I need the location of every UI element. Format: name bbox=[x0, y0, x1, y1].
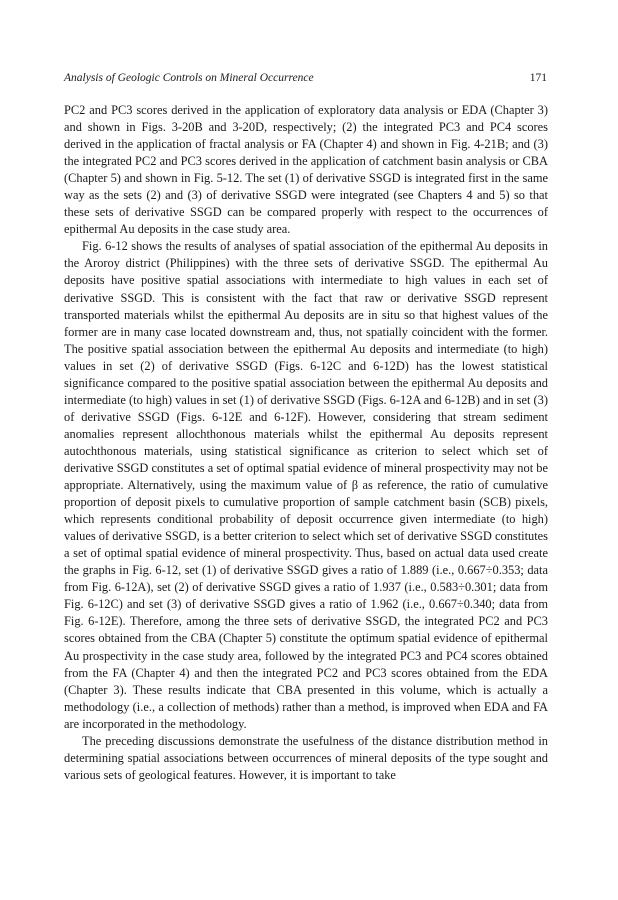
paragraph-fig-6-12-results: Fig. 6-12 shows the results of analyses of spatial association of the epithermal Au deposits in the Aroroy district (Philippines) with the three sets of derivative SSGD. The epithermal Au deposits have positive spatial associations with intermediate to high values in each set of derivative SSGD. This is consistent with the fact that raw or derivative SSGD represent transported materials whilst the epithermal Au deposits are in situ so that highest values of the former are in many case located downstream and, thus, not spatially coincident with the former. The positive spatial association between the epithermal Au deposits and intermediate (to high) values in set (2) of derivative SSGD (Figs. 6-12C and 6-12D) has the lowest statistical significance compared to the positive spatial association between the epithermal Au deposits and intermediate (to high) values in set (1) of derivative SSGD (Figs. 6-12A and 6-12B) and in set (3) of derivative SSGD (Figs. 6-12E and 6-12F). However, considering that stream sediment anomalies represent allochthonous materials whilst the epithermal Au deposits represent autochthonous materials, using statistical significance as criterion to select which set of derivative SSGD constitutes a set of optimal spatial evidence of mineral prospectivity may not be appropriate. Alternatively, using the maximum value of β as reference, the ratio of cumulative proportion of deposit pixels to cumulative proportion of sample catchment basin (SCB) pixels, which represents conditional probability of deposit occurrence given intermediate (to high) values of derivative SSGD, is a better criterion to select which set of derivative SSGD constitutes a set of optimal spatial evidence of mineral prospectivity. Thus, based on actual data used create the graphs in Fig. 6-12, set (1) of derivative SSGD gives a ratio of 1.889 (i.e., 0.667÷0.353; data from Fig. 6-12A), set (2) of derivative SSGD gives a ratio of 1.937 (i.e., 0.583÷0.301; data from Fig. 6-12C) and set (3) of derivative SSGD gives a ratio of 1.962 (i.e., 0.667÷0.340; data from Fig. 6-12E). Therefore, among the three sets of derivative SSGD, the integrated PC2 and PC3 scores obtained from the CBA (Chapter 5) constitute the optimum spatial evidence of epithermal Au prospectivity in the case study area, followed by the integrated PC3 and PC4 scores obtained from the FA (Chapter 4) and then the integrated PC2 and PC3 scores obtained from the EDA (Chapter 3). These results indicate that CBA presented in this volume, which is actually a methodology (i.e., a collection of methods) rather than a method, is improved when EDA and FA are incorporated in the methodology. bbox=[64, 239, 548, 731]
page-number: 171 bbox=[529, 72, 547, 84]
running-head bbox=[64, 70, 547, 86]
paragraph-preceding-discussions: The preceding discussions demonstrate the usefulness of the distance distribution method in determining spatial associations between occurrences of mineral deposits of the type sought and various sets of geological features. However, it is important to take bbox=[64, 733, 548, 782]
body-text bbox=[64, 102, 548, 784]
running-title: Analysis of Geologic Controls on Mineral Occurrence bbox=[64, 72, 314, 84]
paragraph-continued: PC2 and PC3 scores derived in the application of exploratory data analysis or EDA (Chapter 3) and shown in Figs. 3-20B and 3-20D, respectively; (2) the integrated PC3 and PC4 scores derived in the application of fractal analysis or FA (Chapter 4) and shown in Fig. 4-21B; and (3) the integrated PC2 and PC3 scores derived in the application of catchment basin analysis or CBA (Chapter 5) and shown in Fig. 5-12. The set (1) of derivative SSGD is integrated first in the same way as the sets (2) and (3) of derivative SSGD were integrated (see Chapters 4 and 5) so that these sets of derivative SSGD can be compared properly with respect to the occurrences of epithermal Au deposits in the case study area. bbox=[64, 103, 548, 237]
